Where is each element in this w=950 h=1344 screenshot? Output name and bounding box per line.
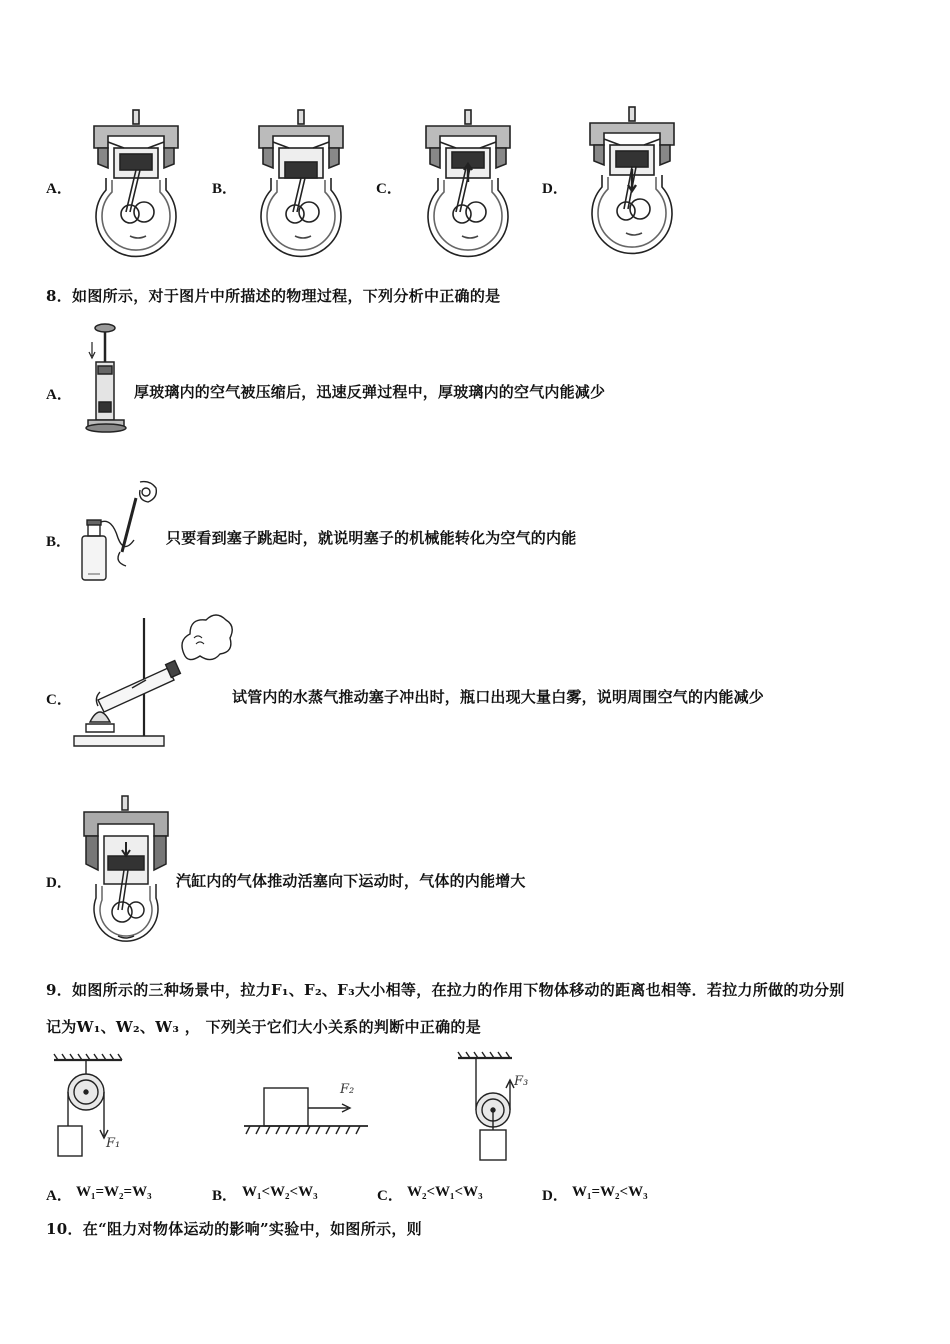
q7-engine-figure-b (249, 108, 353, 250)
q7-engine-figure-d (580, 105, 684, 247)
q7-option-c-letter: C． (376, 181, 402, 197)
q7-engine-figure-c (416, 108, 520, 250)
q9-option-a-text: W₁=W₂=W₃ (76, 1184, 152, 1200)
q9-option-c-letter: C． (377, 1188, 403, 1204)
q7-engine-figure-a (84, 108, 188, 250)
q9-option-b-letter: B． (212, 1188, 238, 1204)
q8-option-d-letter: D． (46, 875, 72, 891)
q8-option-a-text: 厚玻璃内的空气被压缩后，迅速反弹过程中，厚玻璃内的空气内能减少 (134, 383, 606, 401)
q10-stem: 10．在“阻力对物体运动的影响”实验中，如图所示，则 (46, 1220, 422, 1238)
q8-option-a-letter: A． (46, 387, 72, 403)
q8-engine-cylinder-figure (78, 794, 174, 950)
q9-option-b-text: W₁<W₂<W₃ (242, 1184, 318, 1200)
q8-option-c-letter: C． (46, 692, 72, 708)
q7-option-d-letter: D． (542, 181, 568, 197)
q9-f1-label: F₁ (106, 1136, 121, 1151)
q8-option-b-letter: B． (46, 534, 72, 550)
q8-option-c-text: 试管内的水蒸气推动塞子冲出时，瓶口出现大量白雾，说明周围空气的内能减少 (232, 688, 765, 706)
q9-option-a-letter: A． (46, 1188, 72, 1204)
q8-option-d-text: 汽缸内的气体推动活塞向下运动时，气体的内能增大 (176, 872, 526, 890)
q9-fixed-pulley-figure (54, 1054, 134, 1164)
q9-option-d-letter: D． (542, 1188, 568, 1204)
q9-stem-line1: 9．如图所示的三种场景中，拉力F₁、F₂、F₃大小相等，在拉力的作用下物体移动的距离也相等．若拉力所做的功分别 (46, 981, 845, 999)
q8-test-tube-figure (72, 610, 232, 754)
q8-stem: 8．如图所示，对于图片中所描述的物理过程，下列分析中正确的是 (46, 287, 501, 305)
q9-f3-label: F₃ (514, 1074, 529, 1089)
q9-movable-pulley-figure (458, 1052, 522, 1164)
q9-stem-line2: 记为W₁、W₂、W₃ ， 下列关于它们大小关系的判断中正确的是 (46, 1018, 481, 1036)
q8-fire-piston-figure (84, 322, 134, 434)
q9-f2-label: F₂ (340, 1082, 355, 1097)
q9-option-d-text: W₁=W₂<W₃ (572, 1184, 648, 1200)
q8-option-b-text: 只要看到塞子跳起时，就说明塞子的机械能转化为空气的内能 (166, 529, 577, 547)
q8-bottle-pump-figure (78, 478, 166, 582)
q7-option-b-letter: B． (212, 181, 238, 197)
q7-option-a-letter: A． (46, 181, 72, 197)
q9-option-c-text: W₂<W₁<W₃ (407, 1184, 483, 1200)
